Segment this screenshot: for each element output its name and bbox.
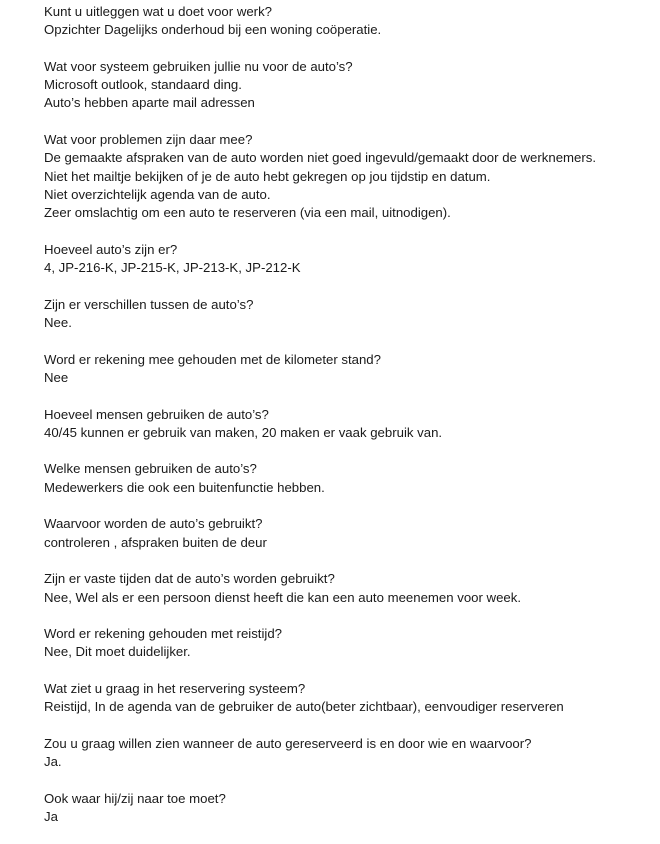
answer-text: 40/45 kunnen er gebruik van maken, 20 maken er vaak gebruik van. xyxy=(44,424,443,440)
qa-block xyxy=(44,515,654,552)
question-text: Wat voor problemen zijn daar mee? xyxy=(44,132,253,148)
question-text: Zou u graag willen zien wanneer de auto gereserveerd is en door wie en waarvoor? xyxy=(44,735,532,751)
question-text: Zijn er vaste tijden dat de auto’s worden gebruikt? xyxy=(44,571,335,587)
qa-block xyxy=(44,58,654,113)
answer-text: Opzichter Dagelijks onderhoud bij een woning coöperatie. xyxy=(44,22,382,38)
answer-text: Microsoft outlook, standaard ding. xyxy=(44,77,242,93)
answer-text: Zeer omslachtig om een auto te reserveren (via een mail, uitnodigen). xyxy=(44,205,451,221)
question-text: Wat ziet u graag in het reservering systeem? xyxy=(44,680,306,696)
answer-text: Ja xyxy=(44,809,58,825)
qa-block xyxy=(44,351,654,388)
answer-text: Nee, Wel als er een persoon dienst heeft die kan een auto meenemen voor week. xyxy=(44,589,521,605)
qa-block xyxy=(44,3,654,40)
question-text: Kunt u uitleggen wat u doet voor werk? xyxy=(44,4,272,19)
qa-block xyxy=(44,296,654,333)
qa-block xyxy=(44,460,654,497)
answer-text: De gemaakte afspraken van de auto worden niet goed ingevuld/gemaakt door de werknemers. xyxy=(44,150,597,166)
answer-text: Nee, Dit moet duidelijker. xyxy=(44,644,191,660)
interview-document xyxy=(44,3,654,826)
answer-text: Niet overzichtelijk agenda van de auto. xyxy=(44,186,271,202)
qa-block xyxy=(44,735,654,772)
answer-text: Nee xyxy=(44,369,69,385)
answer-text: Ja. xyxy=(44,754,62,770)
question-text: Welke mensen gebruiken de auto’s? xyxy=(44,461,257,477)
question-text: Hoeveel auto’s zijn er? xyxy=(44,241,178,257)
answer-text: 4, JP-216-K, JP-215-K, JP-213-K, JP-212-K xyxy=(44,260,301,276)
qa-block xyxy=(44,570,654,607)
question-text: Word er rekening gehouden met reistijd? xyxy=(44,626,282,642)
answer-text: Auto’s hebben aparte mail adressen xyxy=(44,95,255,111)
qa-block xyxy=(44,625,654,662)
qa-block xyxy=(44,406,654,443)
question-text: Wat voor systeem gebruiken jullie nu voor de auto’s? xyxy=(44,58,353,74)
answer-text: Nee. xyxy=(44,315,72,331)
question-text: Word er rekening mee gehouden met de kilometer stand? xyxy=(44,351,381,367)
answer-text: Niet het mailtje bekijken of je de auto hebt gekregen op jou tijdstip en datum. xyxy=(44,168,491,184)
qa-block xyxy=(44,241,654,278)
qa-block xyxy=(44,131,654,222)
answer-text: Reistijd, In de agenda van de gebruiker de auto(beter zichtbaar), eenvoudiger reserveren xyxy=(44,699,564,715)
answer-text: Medewerkers die ook een buitenfunctie hebben. xyxy=(44,479,325,495)
qa-block xyxy=(44,790,654,827)
question-text: Zijn er verschillen tussen de auto’s? xyxy=(44,296,254,312)
question-text: Hoeveel mensen gebruiken de auto’s? xyxy=(44,406,269,422)
answer-text: controleren , afspraken buiten de deur xyxy=(44,534,267,550)
qa-block xyxy=(44,680,654,717)
question-text: Ook waar hij/zij naar toe moet? xyxy=(44,790,226,806)
question-text: Waarvoor worden de auto’s gebruikt? xyxy=(44,516,263,532)
